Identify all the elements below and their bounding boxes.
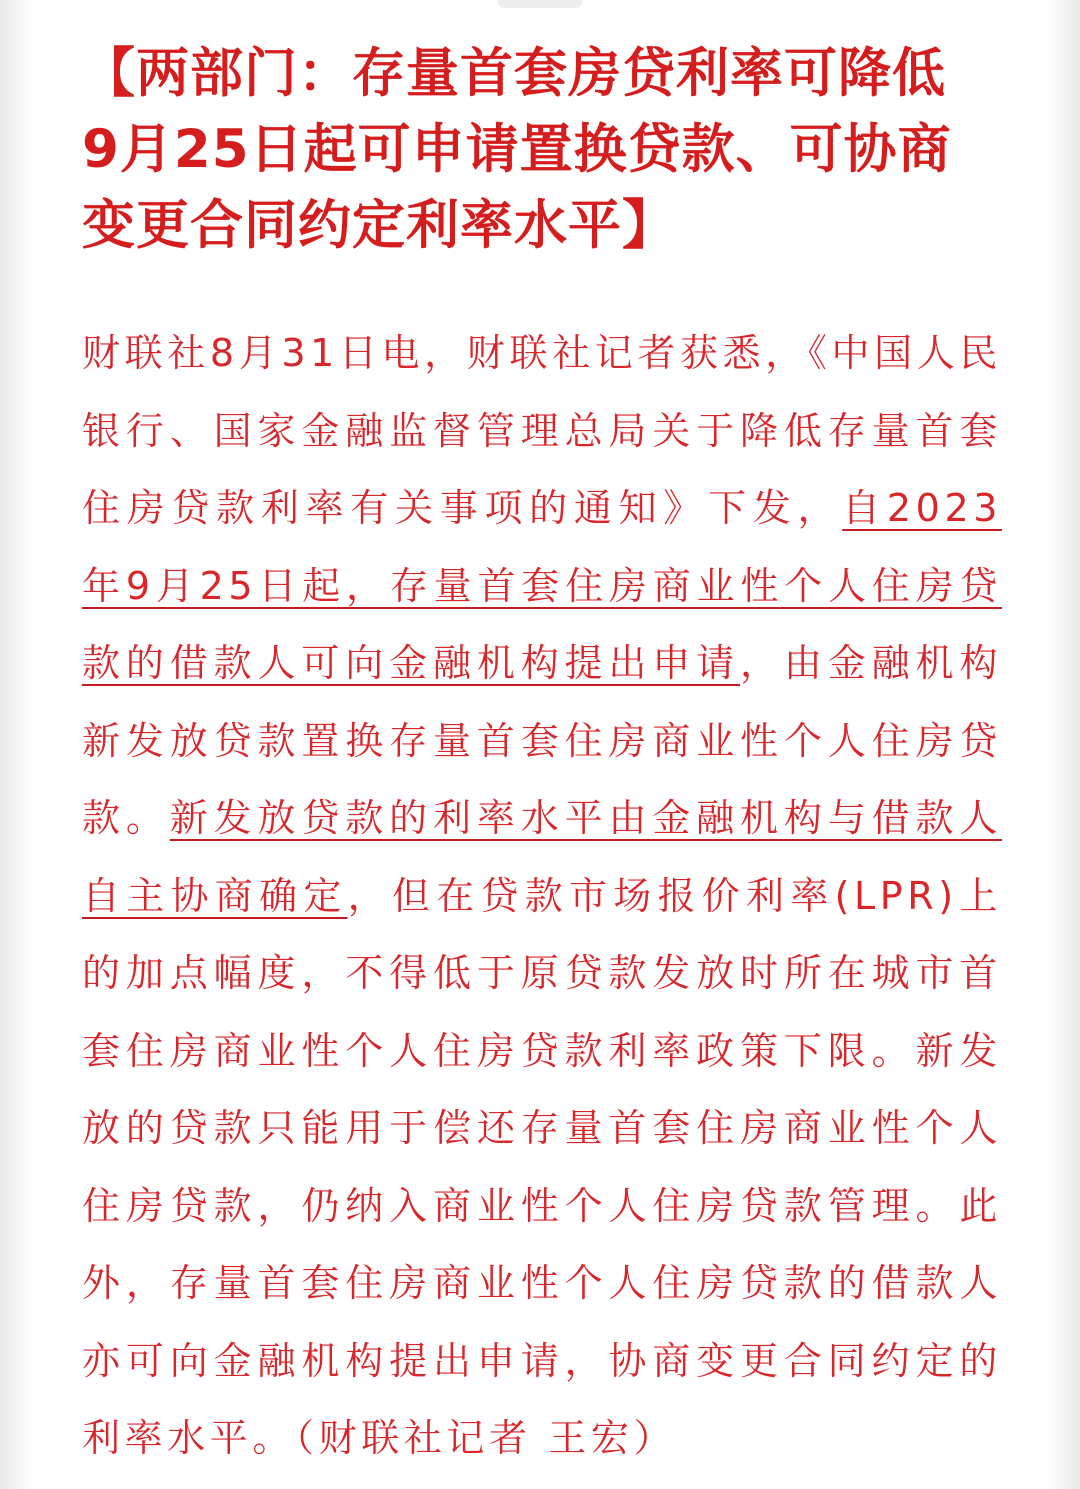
headline-close-bracket: 】 [622,195,676,256]
article-source: （财联社记者 王宏） [295,1416,677,1460]
headline-line-2: 9月25日起可申请置换贷款、可协商 [82,119,952,180]
article-replacement-text: ，由金融机构新发放贷款置换存量首套住房商业性个人住房贷款。 [82,641,1002,840]
top-drag-handle [498,0,582,8]
headline-open-bracket: 【 [82,43,136,104]
highlight-application-date: 自2023年9月25日起，存量首套住房商业性个人住房贷款的借款人可向金融机构提出申请 [82,486,1002,685]
headline-line-1: 两部门：存量首套房贷利率可降低 [136,43,946,104]
right-page-shadow [1046,0,1080,1489]
headline-line-3: 变更合同约定利率水平 [82,195,622,256]
article-intro: 财联社8月31日电，财联社记者获悉，《中国人民银行、国家金融监督管理总局关于降低存量首套住房贷款利率有关事项的通知》下发， [82,331,1002,530]
highlight-rate-negotiation: 新发放贷款的利率水平由金融机构与借款人自主协商确定 [82,796,1003,918]
article-body [82,315,1002,1478]
article-rate-rules: ，但在贷款市场报价利率(LPR)上的加点幅度，不得低于原贷款发放时所在城市首套住房商业性个人住房贷款利率政策下限。新发放的贷款只能用于偿还存量首套住房商业性个人住房贷款，仍纳入商业性个人住房贷款管理。此外，存量首套住房商业性个人住房贷款的借款人亦可向金融机构提出申请，协商变更合同约定的利率水平。 [82,873,1002,1460]
headline [82,36,1032,264]
left-page-shadow [0,0,34,1489]
